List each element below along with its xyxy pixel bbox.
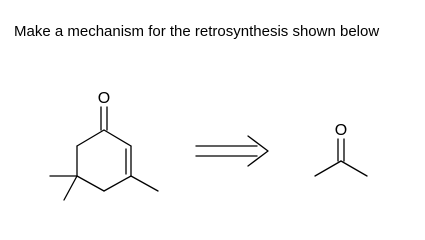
precursor-oxygen-label: O — [334, 122, 348, 139]
precursor-molecule — [315, 139, 367, 176]
ring-bond-c1-c2 — [104, 130, 131, 146]
target-oxygen-label: O — [97, 90, 111, 107]
ring-bond-c4-c5 — [77, 176, 104, 191]
retrosynthesis-arrow-icon — [196, 136, 268, 166]
acetone-methyl-bond-right — [341, 161, 367, 176]
acetone-methyl-bond-left — [315, 161, 341, 176]
ring-bond-c6-c1 — [77, 130, 104, 146]
target-molecule — [50, 107, 158, 200]
question-text: Make a mechanism for the retrosynthesis shown below — [14, 23, 380, 40]
methyl-bond-c5-b — [64, 176, 77, 200]
methyl-bond-c3 — [131, 176, 158, 191]
ring-bond-c3-c4 — [104, 176, 131, 191]
